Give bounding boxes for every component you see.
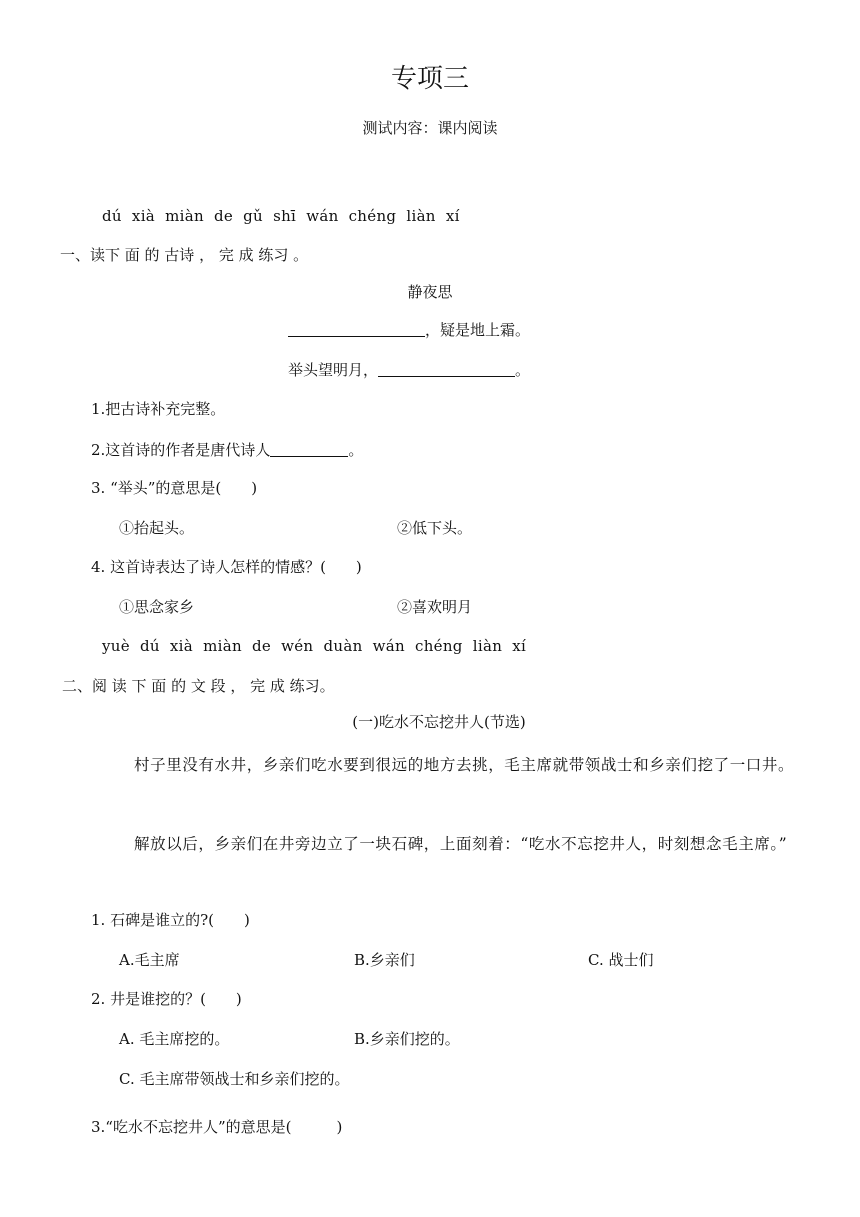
author-blank[interactable] bbox=[270, 442, 348, 457]
s2-q1-option-c[interactable]: C. 战士们 bbox=[588, 951, 654, 969]
s1-question-2-end: 。 bbox=[348, 441, 364, 459]
passage-paragraph-1 bbox=[86, 745, 816, 786]
s1-question-2 bbox=[91, 442, 363, 458]
s2-q2-option-b[interactable]: B.乡亲们挖的。 bbox=[354, 1030, 460, 1048]
passage-title: (一)吃水不忘挖井人(节选) bbox=[352, 713, 526, 731]
page-title: 专项三 bbox=[390, 64, 469, 94]
poem-line-2-end: 。 bbox=[515, 361, 531, 379]
s1-question-3: 3. “举头”的意思是( ) bbox=[91, 479, 258, 497]
section1-heading: 一、读下 面 的 古诗 ， 完 成 练习 。 bbox=[60, 246, 309, 264]
section2-heading: 二、阅 读 下 面 的 文 段 ， 完 成 练习。 bbox=[62, 677, 335, 695]
s1-q4-option-2[interactable]: ②喜欢明月 bbox=[397, 598, 473, 616]
s1-q4-option-1[interactable]: ①思念家乡 bbox=[119, 598, 195, 616]
page-subtitle: 测试内容：课内阅读 bbox=[362, 119, 498, 137]
passage-paragraph-2 bbox=[86, 824, 816, 865]
s1-question-2-text: 2.这首诗的作者是唐代诗人 bbox=[91, 441, 271, 459]
poem-blank-2[interactable] bbox=[378, 362, 515, 377]
poem-line-1-text: ，疑是地上霜。 bbox=[425, 321, 531, 339]
section2-pinyin: yuè dú xià miàn de wén duàn wán chéng liàn xí bbox=[102, 637, 527, 655]
s1-q3-option-1[interactable]: ①抬起头。 bbox=[119, 519, 195, 537]
poem-line-2 bbox=[288, 362, 530, 378]
s1-question-1: 1.把古诗补充完整。 bbox=[91, 400, 226, 418]
section1-pinyin: dú xià miàn de gǔ shī wán chéng liàn xí bbox=[102, 207, 460, 225]
s2-q1-option-b[interactable]: B.乡亲们 bbox=[354, 951, 415, 969]
s2-q2-option-a[interactable]: A. 毛主席挖的。 bbox=[119, 1030, 230, 1048]
s1-q3-option-2[interactable]: ②低下头。 bbox=[397, 519, 473, 537]
s2-question-1: 1. 石碑是谁立的?( ) bbox=[91, 911, 250, 929]
passage-paragraph-2-text: 解放以后，乡亲们在井旁边立了一块石碑，上面刻着：“吃水不忘挖井人，时刻想念毛主席。” bbox=[134, 835, 788, 853]
s2-question-2: 2. 井是谁挖的？( ) bbox=[91, 990, 242, 1008]
s1-question-4: 4. 这首诗表达了诗人怎样的情感？( ) bbox=[91, 558, 362, 576]
passage-paragraph-1-text: 村子里没有水井，乡亲们吃水要到很远的地方去挑，毛主席就带领战士和乡亲们挖了一口井。 bbox=[134, 756, 795, 774]
poem-title: 静夜思 bbox=[407, 283, 453, 301]
s2-question-3: 3.“吃水不忘挖井人”的意思是( ) bbox=[91, 1118, 343, 1136]
poem-line-1 bbox=[288, 322, 530, 338]
s2-q1-option-a[interactable]: A.毛主席 bbox=[119, 951, 180, 969]
poem-line-2-text: 举头望明月， bbox=[288, 361, 379, 379]
poem-blank-1[interactable] bbox=[288, 322, 425, 337]
s2-q2-option-c[interactable]: C. 毛主席带领战士和乡亲们挖的。 bbox=[119, 1070, 350, 1088]
